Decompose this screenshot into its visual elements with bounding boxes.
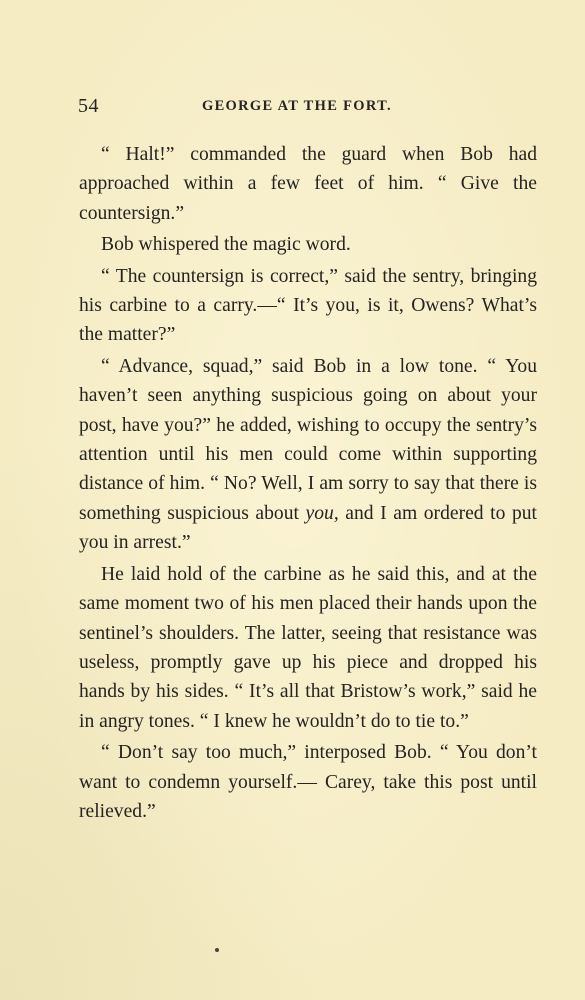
paragraph-text: “ The countersign is correct,” said the sentry, bringing his carbine to a carry.—“ It’s you, is it, Owens? What’s the matter?”: [79, 265, 537, 346]
page-mark: [215, 948, 219, 952]
paragraph-interposed: [79, 738, 537, 826]
paragraph-carbine: [79, 560, 537, 736]
paragraph-advance: [79, 352, 537, 558]
paragraph-countersign: [79, 262, 537, 350]
running-title: GEORGE AT THE FORT.: [202, 98, 392, 114]
paragraph-text: “ Advance, squad,” said Bob in a low tone. “ You haven’t seen anything suspicious going on about your post, have you?” he added, wishing to occupy the sentry’s attention until his men could come within supporting distance of him. “ No? Well, I am sorry to say that there is something suspicious about: [79, 355, 537, 524]
paragraph-text: Bob whispered the magic word.: [101, 234, 351, 256]
paragraph-halt: [79, 140, 537, 228]
paragraph-text: “ Halt!” commanded the guard when Bob had approached within a few feet of him. “ Give the countersign.”: [79, 144, 537, 224]
page-header: [78, 95, 537, 121]
paragraph-whisper: [79, 230, 537, 259]
paragraph-text: He laid hold of the carbine as he said this, and at the same moment two of his men placed their hands upon the sentinel’s shoulders. The latter, seeing that resistance was useless, promptly gave up his piece and dropped his hands by his sides. “ It’s all that Bristow’s work,” said he in angry tones. “ I knew he wouldn’t do to tie to.”: [79, 563, 537, 732]
paragraph-text-continued: and I am ordered to put you in arrest.”: [79, 502, 537, 554]
body-text: [79, 140, 537, 828]
page-number: 54: [78, 95, 99, 117]
paragraph-text: “ Don’t say too much,” interposed Bob. “ You don’t want to condemn yourself.— Carey, take this post until relieved.”: [79, 742, 537, 822]
paragraph-emphasis: you,: [305, 502, 339, 524]
